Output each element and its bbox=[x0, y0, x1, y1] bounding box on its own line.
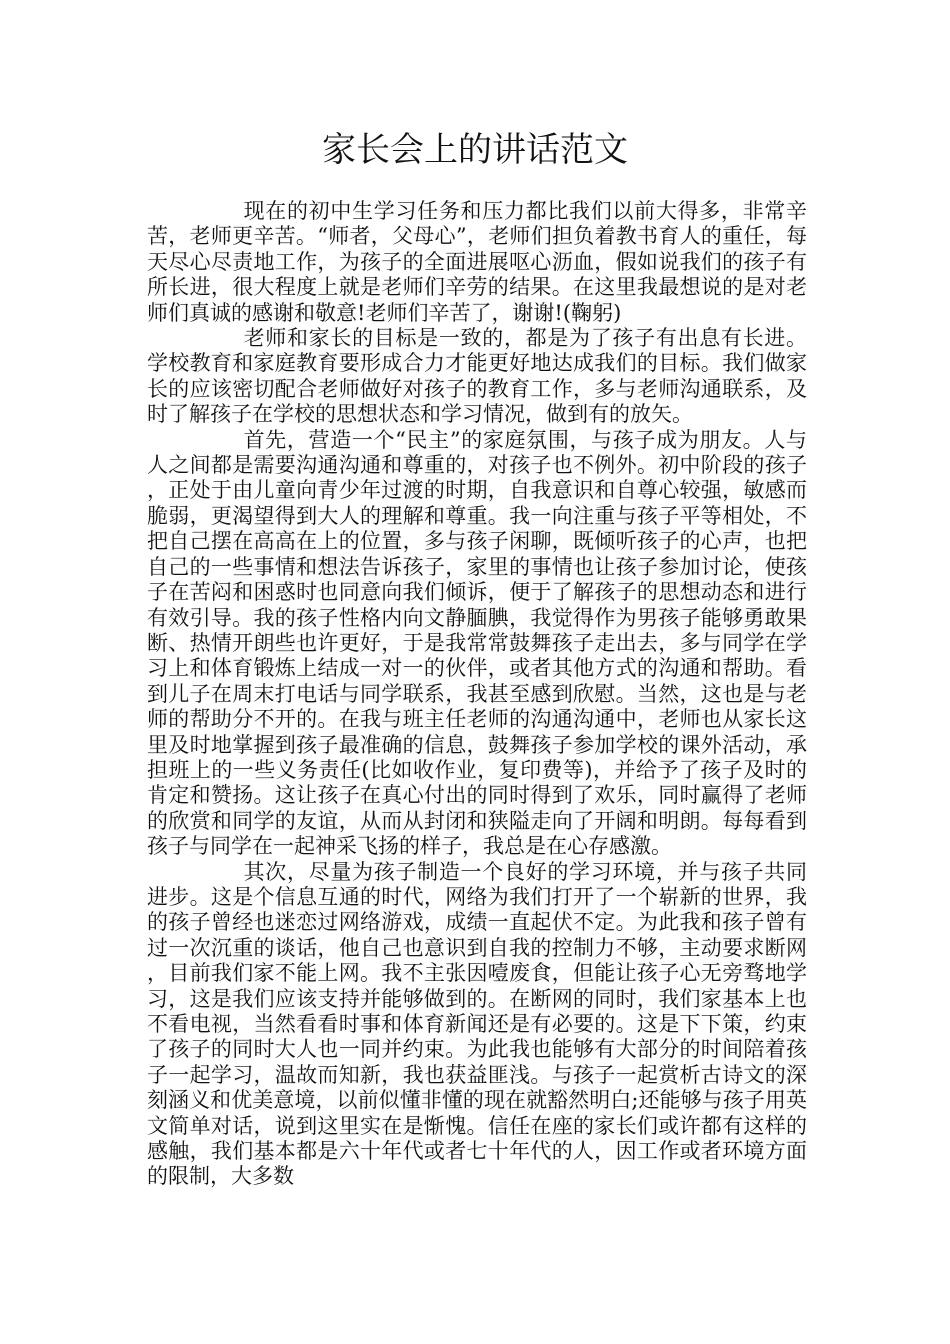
paragraph-1: 现在的初中生学习任务和压力都比我们以前大得多，非常辛苦，老师更辛苦。“师者，父母心”，老师们担负着教书育人的重任，每天尽心尽责地工作，为孩子的全面进展呕心沥血，假如说我们的孩子有所长进，很大程度上就是老师们辛劳的结果。在这里我最想说的是对老师们真诚的感谢和敬意!老师们辛苦了，谢谢!(鞠躬) bbox=[147, 199, 807, 325]
paragraph-4: 其次，尽量为孩子制造一个良好的学习环境，并与孩子共同进步。这是个信息互通的时代，网络为我们打开了一个崭新的世界，我的孩子曾经也迷恋过网络游戏，成绩一直起伏不定。为此我和孩子曾有过一次沉重的谈话，他自己也意识到自我的控制力不够，主动要求断网，目前我们家不能上网。我不主张因噎废食，但能让孩子心无旁骛地学习，这是我们应该支持并能够做到的。在断网的同时，我们家基本上也不看电视，当然看看时事和体育新闻还是有必要的。这是下下策，约束了孩子的同时大人也一同并约束。为此我也能够有大部分的时间陪着孩子一起学习，温故而知新，我也获益匪浅。与孩子一起赏析古诗文的深刻涵义和优美意境，以前似懂非懂的现在就豁然明白;还能够与孩子用英文简单对话，说到这里实在是惭愧。信任在座的家长们或许都有这样的感触，我们基本都是六十年代或者七十年代的人，因工作或者环境方面的限制，大多数 bbox=[147, 859, 807, 1189]
paragraph-2: 老师和家长的目标是一致的，都是为了孩子有出息有长进。学校教育和家庭教育要形成合力才能更好地达成我们的目标。我们做家长的应该密切配合老师做好对孩子的教育工作，多与老师沟通联系，及时了解孩子在学校的思想状态和学习情况，做到有的放矢。 bbox=[147, 326, 807, 427]
document-title: 家长会上的讲话范文 bbox=[322, 130, 628, 170]
paragraph-3: 首先，营造一个“民主”的家庭氛围，与孩子成为朋友。人与人之间都是需要沟通沟通和尊重的，对孩子也不例外。初中阶段的孩子，正处于由儿童向青少年过渡的时期，自我意识和自尊心较强，敏感而脆弱，更渴望得到大人的理解和尊重。我一向注重与孩子平等相处，不把自己摆在高高在上的位置，多与孩子闲聊，既倾听孩子的心声，也把自己的一些事情和想法告诉孩子，家里的事情也让孩子参加讨论，使孩子在苦闷和困惑时也同意向我们倾诉，便于了解孩子的思想动态和进行有效引导。我的孩子性格内向文静腼腆，我觉得作为男孩子能够勇敢果断、热情开朗些也许更好，于是我常常鼓舞孩子走出去，多与同学在学习上和体育锻炼上结成一对一的伙伴，或者其他方式的沟通和帮助。看到儿子在周末打电话与同学联系，我甚至感到欣慰。当然，这也是与老师的帮助分不开的。在我与班主任老师的沟通沟通中，老师也从家长这里及时地掌握到孩子最准确的信息，鼓舞孩子参加学校的课外活动，承担班上的一些义务责任(比如收作业，复印费等)，并给予了孩子及时的肯定和赞扬。这让孩子在真心付出的同时得到了欢乐，同时赢得了老师的欣赏和同学的友谊，从而从封闭和狭隘走向了开阔和明朗。每每看到孩子与同学在一起神采飞扬的样子，我总是在心存感激。 bbox=[147, 427, 807, 859]
document-body bbox=[147, 199, 807, 1190]
